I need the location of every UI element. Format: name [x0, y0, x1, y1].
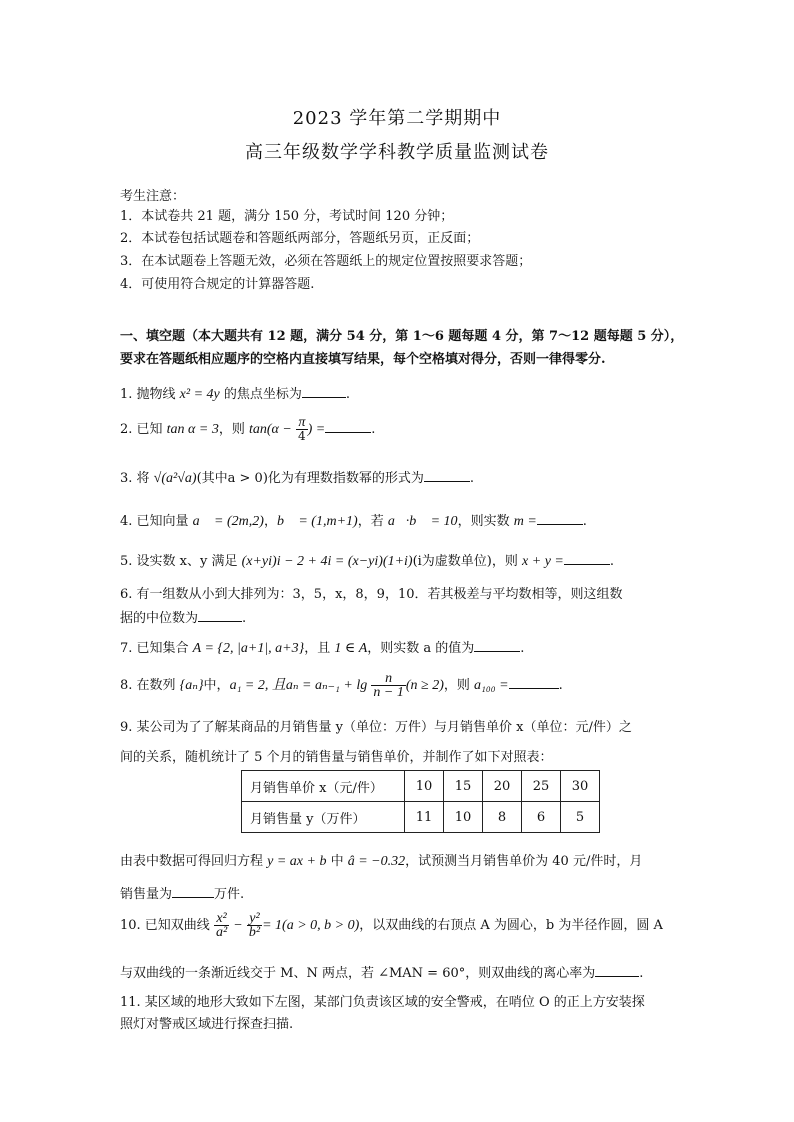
- q5-prefix: 5. 设实数 x、y 满足: [120, 554, 242, 569]
- q10-equation: = 1(a > 0, b > 0): [262, 918, 360, 933]
- q3-expression: √(a²√a): [153, 471, 197, 486]
- q9-regression-equation: y = ax + b: [267, 854, 327, 869]
- q2-expression-2a: tan(α −: [249, 422, 292, 437]
- q3-condition: (其中a > 0): [196, 471, 268, 486]
- q10-end: .: [639, 966, 644, 981]
- q5-variable: x + y =: [522, 554, 564, 569]
- q8-recurrence: a₁ = 2, 且aₙ = aₙ₋₁ + lg: [229, 678, 368, 693]
- table-cell: 20: [483, 771, 522, 802]
- table-cell: 10: [444, 802, 483, 833]
- question-3: [120, 467, 474, 487]
- table-cell: 10: [405, 771, 444, 802]
- q10-line2-text: 与双曲线的一条渐近线交于 M、N 两点，若 ∠MAN = 60°，则双曲线的离心率为: [120, 966, 596, 981]
- q8-sequence: {aₙ}: [179, 678, 204, 693]
- table-cell: 11: [405, 802, 444, 833]
- question-9-line2: 间的关系，随机统计了 5 个月的销售量与销售单价，并制作了如下对照表：: [120, 750, 553, 765]
- q2-fraction-numerator: π: [296, 416, 308, 430]
- exam-title-line2: 高三年级数学学科教学质量监测试卷: [245, 142, 549, 163]
- q10-text: ，以双曲线的右顶点 A 为圆心，b 为半径作圆，圆 A: [359, 918, 663, 933]
- q1-text: 的焦点坐标为: [219, 387, 302, 402]
- q10-fraction-y-numerator: y²: [247, 912, 262, 926]
- q6-text: 据的中位数为: [120, 611, 199, 626]
- q6-end: .: [242, 611, 247, 626]
- table-cell: 8: [483, 802, 522, 833]
- question-6-line1: 6. 有一组数从小到大排列为：3，5，x，8，9，10．若其极差与平均数相等，则这组数: [120, 587, 623, 602]
- q9-regression-text: ，试预测当月销售单价为 40 元/件时，月: [405, 854, 643, 869]
- q2-prefix: 2. 已知: [120, 422, 167, 437]
- q4-answer-blank[interactable]: [537, 512, 583, 525]
- q1-prefix: 1. 抛物线: [120, 387, 180, 402]
- q5-answer-blank[interactable]: [564, 552, 610, 565]
- q2-fraction: [296, 416, 308, 443]
- q7-mid: ，且: [304, 641, 335, 656]
- table-cell: 25: [522, 771, 561, 802]
- q10-minus: −: [233, 918, 243, 933]
- q9-answer-blank[interactable]: [172, 885, 214, 898]
- q8-fraction-denominator: n − 1: [373, 685, 404, 700]
- question-8: [120, 672, 563, 699]
- exam-title-line1: 2023 学年第二学期期中: [292, 108, 502, 129]
- question-10-line2: [120, 962, 643, 981]
- q1-end: .: [345, 387, 351, 402]
- question-11-line1: 11. 某区域的地形大致如下左图，某部门负责该区域的安全警戒，在哨位 O 的正上方安装探: [120, 995, 645, 1010]
- question-9-line3: [120, 850, 642, 870]
- table-row: [242, 802, 600, 833]
- q5-note: (i为虚数单位): [412, 554, 492, 569]
- q10-answer-blank[interactable]: [595, 964, 639, 977]
- q4-dot-product: a⃗·b⃗ = 10: [387, 514, 458, 529]
- q2-end: .: [371, 422, 376, 437]
- notice-item-2: 2．本试卷包括试题卷和答题纸两部分，答题纸另页，正反面；: [120, 231, 480, 246]
- section1-heading-line2: 要求在答题纸相应题序的空格内直接填写结果，每个空格填对得分，否则一律得零分.: [120, 352, 606, 367]
- q8-mid: 中，: [203, 678, 230, 693]
- q10-fraction-x: [214, 912, 229, 939]
- table-cell: 15: [444, 771, 483, 802]
- table-cell: 6: [522, 802, 561, 833]
- q3-end: .: [469, 471, 475, 486]
- q9-regression-mid: 中: [326, 854, 348, 869]
- question-6-line2: [120, 607, 246, 626]
- q9-data-table: [241, 770, 600, 833]
- table-row: [242, 771, 600, 802]
- q4-end: .: [582, 514, 587, 529]
- q2-mid: ，则: [218, 422, 249, 437]
- q4-separator: ，: [263, 514, 277, 529]
- q1-answer-blank[interactable]: [302, 385, 346, 398]
- q2-expression-2b: ) =: [307, 422, 326, 437]
- q9-coefficient: â = −0.32: [347, 854, 406, 869]
- q8-condition: (n ≥ 2): [405, 678, 444, 693]
- q7-answer-blank[interactable]: [474, 639, 520, 652]
- section1-heading-line1: 一、填空题（本大题共有 12 题，满分 54 分，第 1～6 题每题 4 分，第 7～12 题每题 5 分），: [120, 329, 684, 344]
- question-10-line1: [120, 912, 663, 939]
- q2-expression-1: tan α = 3: [166, 422, 219, 437]
- q8-fraction-numerator: n: [371, 672, 405, 686]
- table-row-header: 月销售量 y（万件）: [242, 802, 405, 833]
- q4-text: ，则实数: [457, 514, 514, 529]
- q8-answer-blank[interactable]: [509, 676, 559, 689]
- q7-prefix: 7. 已知集合: [120, 641, 193, 656]
- table-cell: 5: [561, 802, 600, 833]
- q8-variable: a₁₀₀ =: [474, 678, 509, 693]
- q3-answer-blank[interactable]: [424, 469, 470, 482]
- notice-item-4: 4．可使用符合规定的计算器答题.: [120, 277, 315, 292]
- q7-end: .: [520, 641, 525, 656]
- q2-fraction-denominator: 4: [298, 429, 306, 443]
- question-5: [120, 550, 614, 570]
- q2-answer-blank[interactable]: [325, 420, 371, 433]
- q8-prefix: 8. 在数列: [120, 678, 180, 693]
- q8-end: .: [558, 678, 563, 693]
- notice-item-1: 1．本试卷共 21 题，满分 150 分，考试时间 120 分钟；: [120, 209, 454, 224]
- q9-answer-unit: 万件.: [214, 887, 245, 902]
- q9-regression-prefix: 由表中数据可得回归方程: [120, 854, 268, 869]
- q10-fraction-y-denominator: b²: [248, 925, 261, 940]
- q10-prefix: 10. 已知双曲线: [120, 918, 214, 933]
- table-row-header: 月销售单价 x（元/件）: [242, 771, 405, 802]
- q8-fraction: [371, 672, 405, 699]
- question-2: [120, 416, 375, 443]
- q8-text: ，则: [443, 678, 475, 693]
- q4-vector-a: a⃗ = (2m,2): [192, 514, 264, 529]
- q9-answer-prefix: 销售量为: [120, 887, 173, 902]
- question-4: [120, 510, 587, 530]
- question-7: [120, 637, 524, 657]
- notice-item-3: 3．在本试题卷上答题无效，必须在答题纸上的规定位置按照要求答题；: [120, 254, 532, 269]
- q5-end: .: [609, 554, 614, 569]
- q7-membership: 1 ∈ A: [334, 641, 368, 656]
- q4-variable: m =: [513, 514, 537, 529]
- q10-fraction-y: [247, 912, 262, 939]
- table-cell: 30: [561, 771, 600, 802]
- q4-prefix: 4. 已知向量: [120, 514, 193, 529]
- q4-vector-b: b⃗ = (1,m+1): [276, 514, 358, 529]
- q4-mid: ，若: [357, 514, 388, 529]
- q10-fraction-x-denominator: a²: [215, 925, 228, 940]
- q5-text: ，则: [491, 554, 523, 569]
- question-11-line2: 照灯对警戒区域进行探查扫描.: [120, 1017, 294, 1032]
- q5-expression: (x+yi)i − 2 + 4i = (x−yi)(1+i): [241, 554, 413, 569]
- q3-prefix: 3. 将: [120, 471, 154, 486]
- notice-heading: 考生注意：: [120, 189, 186, 204]
- q7-text: ，则实数 a 的值为: [367, 641, 475, 656]
- question-9-line4: [120, 883, 244, 902]
- question-1: [120, 383, 350, 403]
- q1-expression: x² = 4y: [179, 387, 220, 402]
- q7-set-expression: A = {2, |a+1|, a+3}: [192, 641, 305, 656]
- q10-fraction-x-numerator: x²: [214, 912, 229, 926]
- q3-text: 化为有理数指数幂的形式为: [267, 471, 424, 486]
- question-9-line1: 9. 某公司为了了解某商品的月销售量 y（单位：万件）与月销售单价 x（单位：元/件）之: [120, 720, 632, 735]
- q6-answer-blank[interactable]: [198, 609, 242, 622]
